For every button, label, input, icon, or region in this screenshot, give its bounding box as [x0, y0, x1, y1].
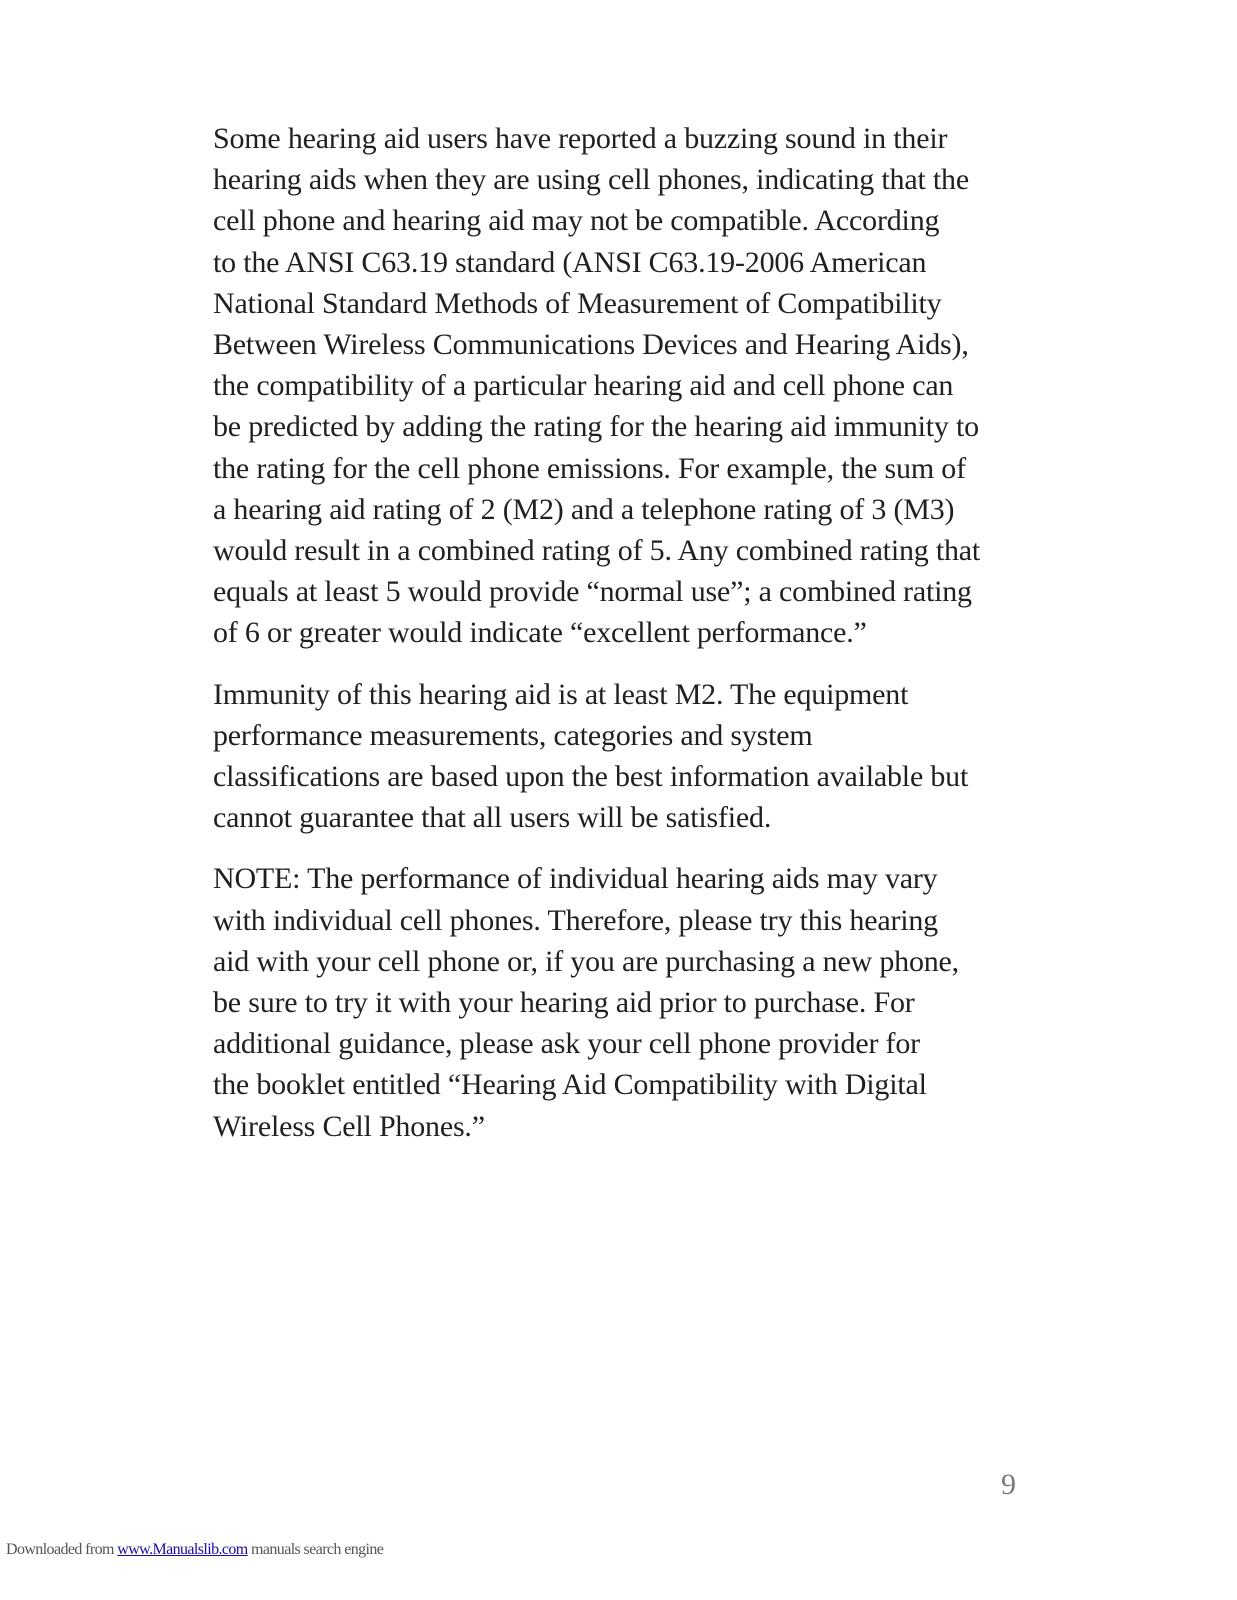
text-line: NOTE: The performance of individual hearing aids may vary	[213, 862, 938, 896]
text-line: cannot guarantee that all users will be satisfied.	[213, 801, 772, 835]
text-line: to the ANSI C63.19 standard (ANSI C63.19-2006 American	[213, 245, 927, 279]
text-line: Some hearing aid users have reported a buzzing sound in their	[213, 122, 948, 155]
text-line: aid with your cell phone or, if you are purchasing a new phone,	[213, 944, 959, 978]
text-line: the rating for the cell phone emissions. For example, the sum of	[213, 451, 966, 485]
text-line: would result in a combined rating of 5. Any combined rating that	[213, 534, 981, 568]
text-line: the booklet entitled “Hearing Aid Compatibility with Digital	[213, 1068, 927, 1102]
page-content	[213, 118, 1013, 1167]
text-line: of 6 or greater would indicate “excellent performance.”	[213, 616, 867, 650]
manualslib-link[interactable]: www.Manualslib.com	[117, 1541, 248, 1558]
text-line: a hearing aid rating of 2 (M2) and a telephone rating of 3 (M3)	[213, 492, 955, 526]
footer-prefix: Downloaded from	[6, 1541, 118, 1558]
paragraph-note	[213, 858, 1013, 1146]
text-line: classifications are based upon the best information available but	[213, 760, 969, 794]
text-line: equals at least 5 would provide “normal use”; a combined rating	[213, 575, 972, 609]
text-line: with individual cell phones. Therefore, please try this hearing	[213, 903, 938, 937]
download-footer	[6, 1541, 383, 1559]
text-line: Immunity of this hearing aid is at least M2. The equipment	[213, 677, 909, 711]
text-line: be sure to try it with your hearing aid prior to purchase. For	[213, 986, 915, 1020]
page-number: 9	[1001, 1468, 1016, 1501]
paragraph-compatibility	[213, 118, 1013, 654]
paragraph-immunity	[213, 674, 1013, 839]
footer-suffix: manuals search engine	[247, 1541, 384, 1558]
text-line: hearing aids when they are using cell phones, indicating that the	[213, 163, 969, 197]
text-line: additional guidance, please ask your cell phone provider for	[213, 1027, 920, 1061]
text-line: Between Wireless Communications Devices and Hearing Aids),	[213, 328, 969, 362]
text-line: the compatibility of a particular hearing aid and cell phone can	[213, 369, 954, 403]
text-line: National Standard Methods of Measurement of Compatibility	[213, 286, 942, 320]
text-line: be predicted by adding the rating for the hearing aid immunity to	[213, 410, 979, 444]
text-line: Wireless Cell Phones.”	[213, 1109, 485, 1143]
text-line: performance measurements, categories and system	[213, 718, 813, 752]
text-line: cell phone and hearing aid may not be compatible. According	[213, 204, 940, 238]
